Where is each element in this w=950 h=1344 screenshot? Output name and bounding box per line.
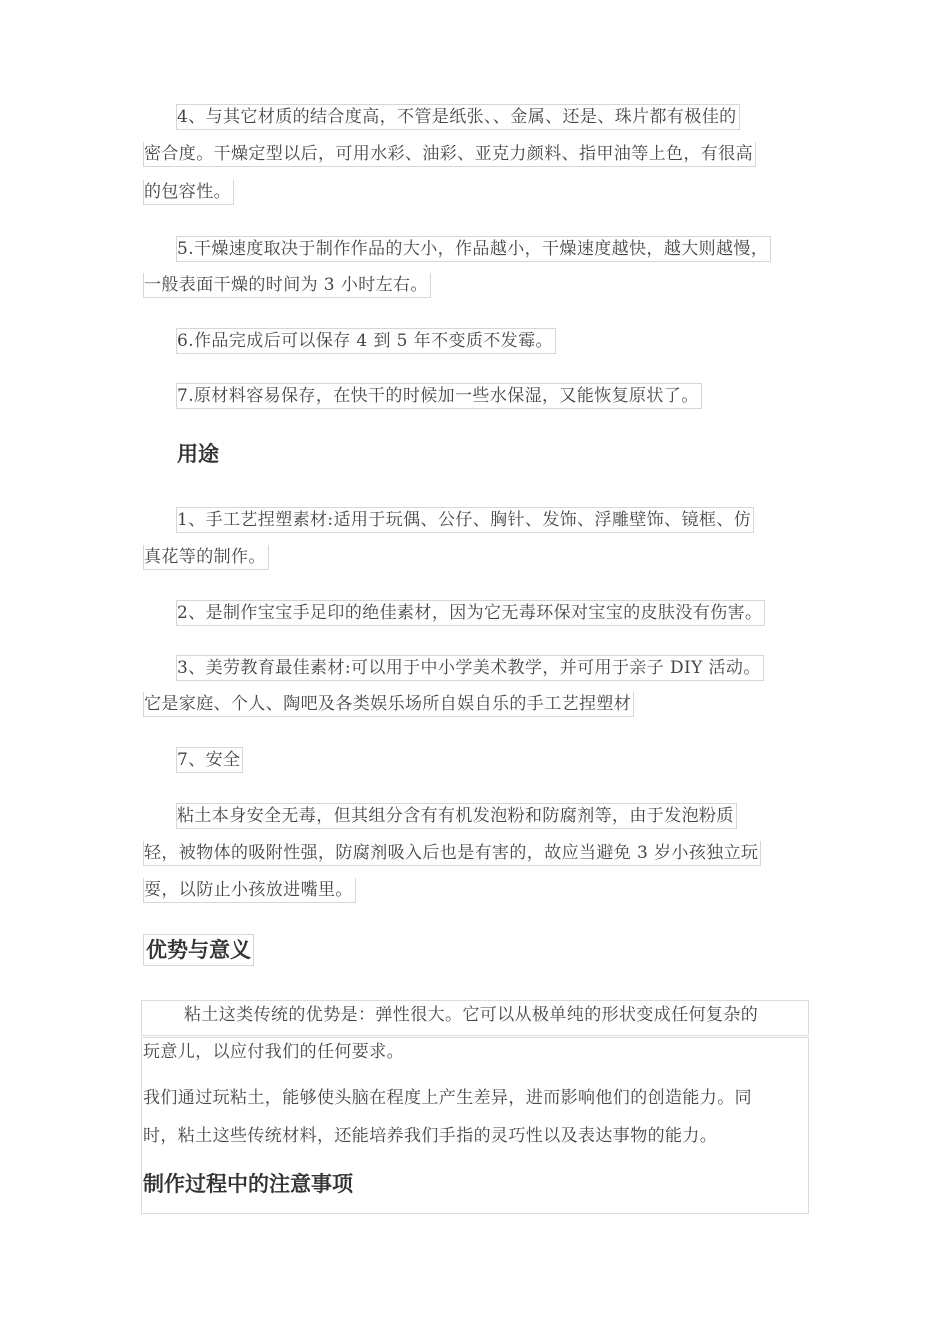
heading-uses: 用途 [177, 442, 219, 466]
advantages-2-line-1: 我们通过玩粘土，能够使头脑在程度上产生差异，进而影响他们的创造能力。同 [143, 1088, 752, 1108]
heading-notes: 制作过程中的注意事项 [143, 1172, 353, 1196]
heading-advantages: 优势与意义 [143, 934, 254, 966]
paragraph-5-line-1: 5.干燥速度取决于制作作品的大小，作品越小，干燥速度越快，越大则越慢， [176, 236, 771, 262]
paragraph-4-line-2: 密合度。干燥定型以后，可用水彩、油彩、亚克力颜料、指甲油等上色，有很高 [143, 142, 756, 167]
paragraph-7: 7.原材料容易保存，在快干的时候加一些水保湿，又能恢复原状了。 [176, 383, 702, 409]
advantages-line-2: 玩意儿，以应付我们的任何要求。 [143, 1042, 404, 1062]
safety-line-1: 粘土本身安全无毒，但其组分含有有机发泡粉和防腐剂等，由于发泡粉质 [176, 803, 737, 829]
safety-line-2: 轻，被物体的吸附性强，防腐剂吸入后也是有害的，故应当避免 3 岁小孩独立玩 [143, 841, 761, 866]
safety-line-3: 耍，以防止小孩放进嘴里。 [143, 878, 356, 903]
use-1-line-2: 真花等的制作。 [143, 545, 269, 570]
safety-title: 7、安全 [176, 747, 243, 773]
paragraph-4-line-3: 的包容性。 [143, 180, 234, 205]
use-3-line-2: 它是家庭、个人、陶吧及各类娱乐场所自娱自乐的手工艺捏塑材 [143, 692, 634, 717]
advantages-2-line-2: 时，粘土这些传统材料，还能培养我们手指的灵巧性以及表达事物的能力。 [143, 1126, 718, 1146]
paragraph-5-line-2: 一般表面干燥的时间为 3 小时左右。 [143, 273, 431, 298]
advantages-line-1: 粘土这类传统的优势是：弹性很大。它可以从极单纯的形状变成任何复杂的 [184, 1005, 759, 1025]
use-2: 2、是制作宝宝手足印的绝佳素材，因为它无毒环保对宝宝的皮肤没有伤害。 [176, 600, 765, 626]
paragraph-4-line-1: 4、与其它材质的结合度高，不管是纸张、、金属、还是、珠片都有极佳的 [176, 104, 740, 130]
use-3-line-1: 3、美劳教育最佳素材:可以用于中小学美术教学，并可用于亲子 DIY 活动。 [176, 655, 764, 681]
paragraph-6: 6.作品完成后可以保存 4 到 5 年不变质不发霉。 [176, 328, 556, 354]
use-1-line-1: 1、手工艺捏塑素材:适用于玩偶、公仔、胸针、发饰、浮雕壁饰、镜框、仿 [176, 507, 754, 533]
